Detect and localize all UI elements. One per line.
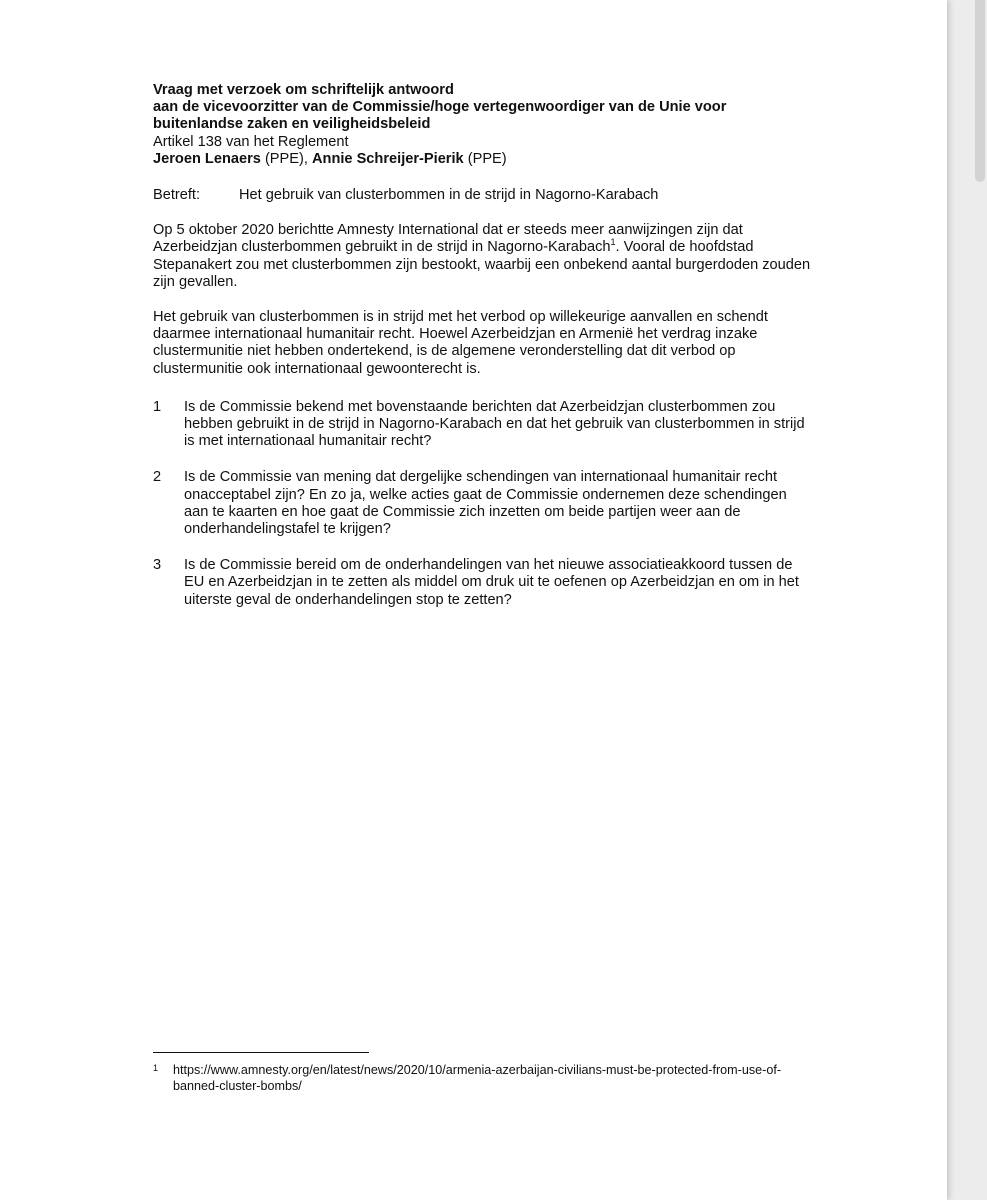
paragraph-line: Stepanakert zou met clusterbommen zijn bestookt, waarbij een onbekend aantal burgerdoden zouden xyxy=(153,256,811,273)
question-number: 1 xyxy=(153,398,162,415)
author-party: (PPE), xyxy=(260,150,312,167)
paragraph-legal xyxy=(153,309,843,378)
author-name: Jeroen Lenaers xyxy=(153,150,261,167)
footnote-separator xyxy=(153,1052,369,1053)
paragraph-line xyxy=(153,239,843,256)
paragraph-intro xyxy=(153,222,843,291)
footnote-line[interactable]: banned-cluster-bombs/ xyxy=(173,1079,302,1093)
addressee-line: aan de vicevoorzitter van de Commissie/hoge vertegenwoordiger van de Unie voor xyxy=(153,99,727,116)
authors xyxy=(153,151,843,168)
question-line: Is de Commissie bekend met bovenstaande berichten dat Azerbeidzjan clusterbommen zou xyxy=(184,398,776,415)
author-name: Annie Schreijer-Pierik xyxy=(311,150,464,167)
question-title: Vraag met verzoek om schriftelijk antwoord xyxy=(153,82,454,98)
question-line: uiterste geval de onderhandelingen stop te zetten? xyxy=(184,591,512,608)
question-item xyxy=(153,557,843,609)
paragraph-line: Het gebruik van clusterbommen is in strijd met het verbod op willekeurige aanvallen en schendt xyxy=(153,309,768,326)
question-line: Is de Commissie bereid om de onderhandelingen van het nieuwe associatieakkoord tussen de xyxy=(184,557,793,574)
question-item xyxy=(153,399,843,451)
paragraph-line: clustermunitie ook internationaal gewoonterecht is. xyxy=(153,360,481,377)
question-number: 2 xyxy=(153,469,162,486)
subject-text: Het gebruik van clusterbommen in de strijd in Nagorno-Karabach xyxy=(239,187,659,204)
footnote xyxy=(153,1062,843,1094)
paragraph-line: daarmee internationaal humanitair recht. Hoewel Azerbeidzjan en Armenië het verdrag inzake xyxy=(153,326,758,343)
footnote-reference[interactable]: 1 xyxy=(610,237,616,248)
footnote-number: 1 xyxy=(153,1063,159,1073)
question-item xyxy=(153,469,843,538)
question-line: aan te kaarten en hoe gaat de Commissie zich inzetten om beide partijen weer aan de xyxy=(184,503,741,520)
paragraph-line: Op 5 oktober 2020 berichtte Amnesty International dat er steeds meer aanwijzingen zijn dat xyxy=(153,222,743,239)
addressee-line-cont: buitenlandse zaken en veiligheidsbeleid xyxy=(153,116,431,133)
paragraph-text: Azerbeidzjan clusterbommen gebruikt in de strijd in Nagorno-Karabach xyxy=(153,239,611,256)
subject-label: Betreft: xyxy=(153,187,201,204)
question-line: is met internationaal humanitair recht? xyxy=(184,433,432,450)
question-number: 3 xyxy=(153,557,162,574)
rule-reference: Artikel 138 van het Reglement xyxy=(153,133,349,150)
footnote-line[interactable]: https://www.amnesty.org/en/latest/news/2020/10/armenia-azerbaijan-civilians-must-be-protected-from-use-of- xyxy=(173,1063,782,1077)
document-body xyxy=(153,82,843,609)
subject-line xyxy=(153,187,843,204)
scrollbar-thumb[interactable] xyxy=(975,0,985,182)
paragraph-line: clustermunitie niet hebben ondertekend, is de algemene veronderstelling dat dit verbod op xyxy=(153,343,736,360)
question-line: onacceptabel zijn? En zo ja, welke acties gaat de Commissie ondernemen deze schendingen xyxy=(184,486,787,503)
footnote-link[interactable] xyxy=(173,1062,843,1094)
paragraph-line: zijn gevallen. xyxy=(153,273,238,290)
question-line: EU en Azerbeidzjan in te zetten als middel om druk uit te oefenen op Azerbeidzjan en om in het xyxy=(184,574,799,591)
paragraph-text: . Vooral de hoofdstad xyxy=(615,239,754,256)
question-line: Is de Commissie van mening dat dergelijke schendingen van internationaal humanitair recht xyxy=(184,469,777,486)
question-line: onderhandelingstafel te krijgen? xyxy=(184,521,391,538)
author-party: (PPE) xyxy=(463,150,507,167)
question-line: hebben gebruikt in de strijd in Nagorno-Karabach en dat het gebruik van clusterbommen in strijd xyxy=(184,416,805,433)
